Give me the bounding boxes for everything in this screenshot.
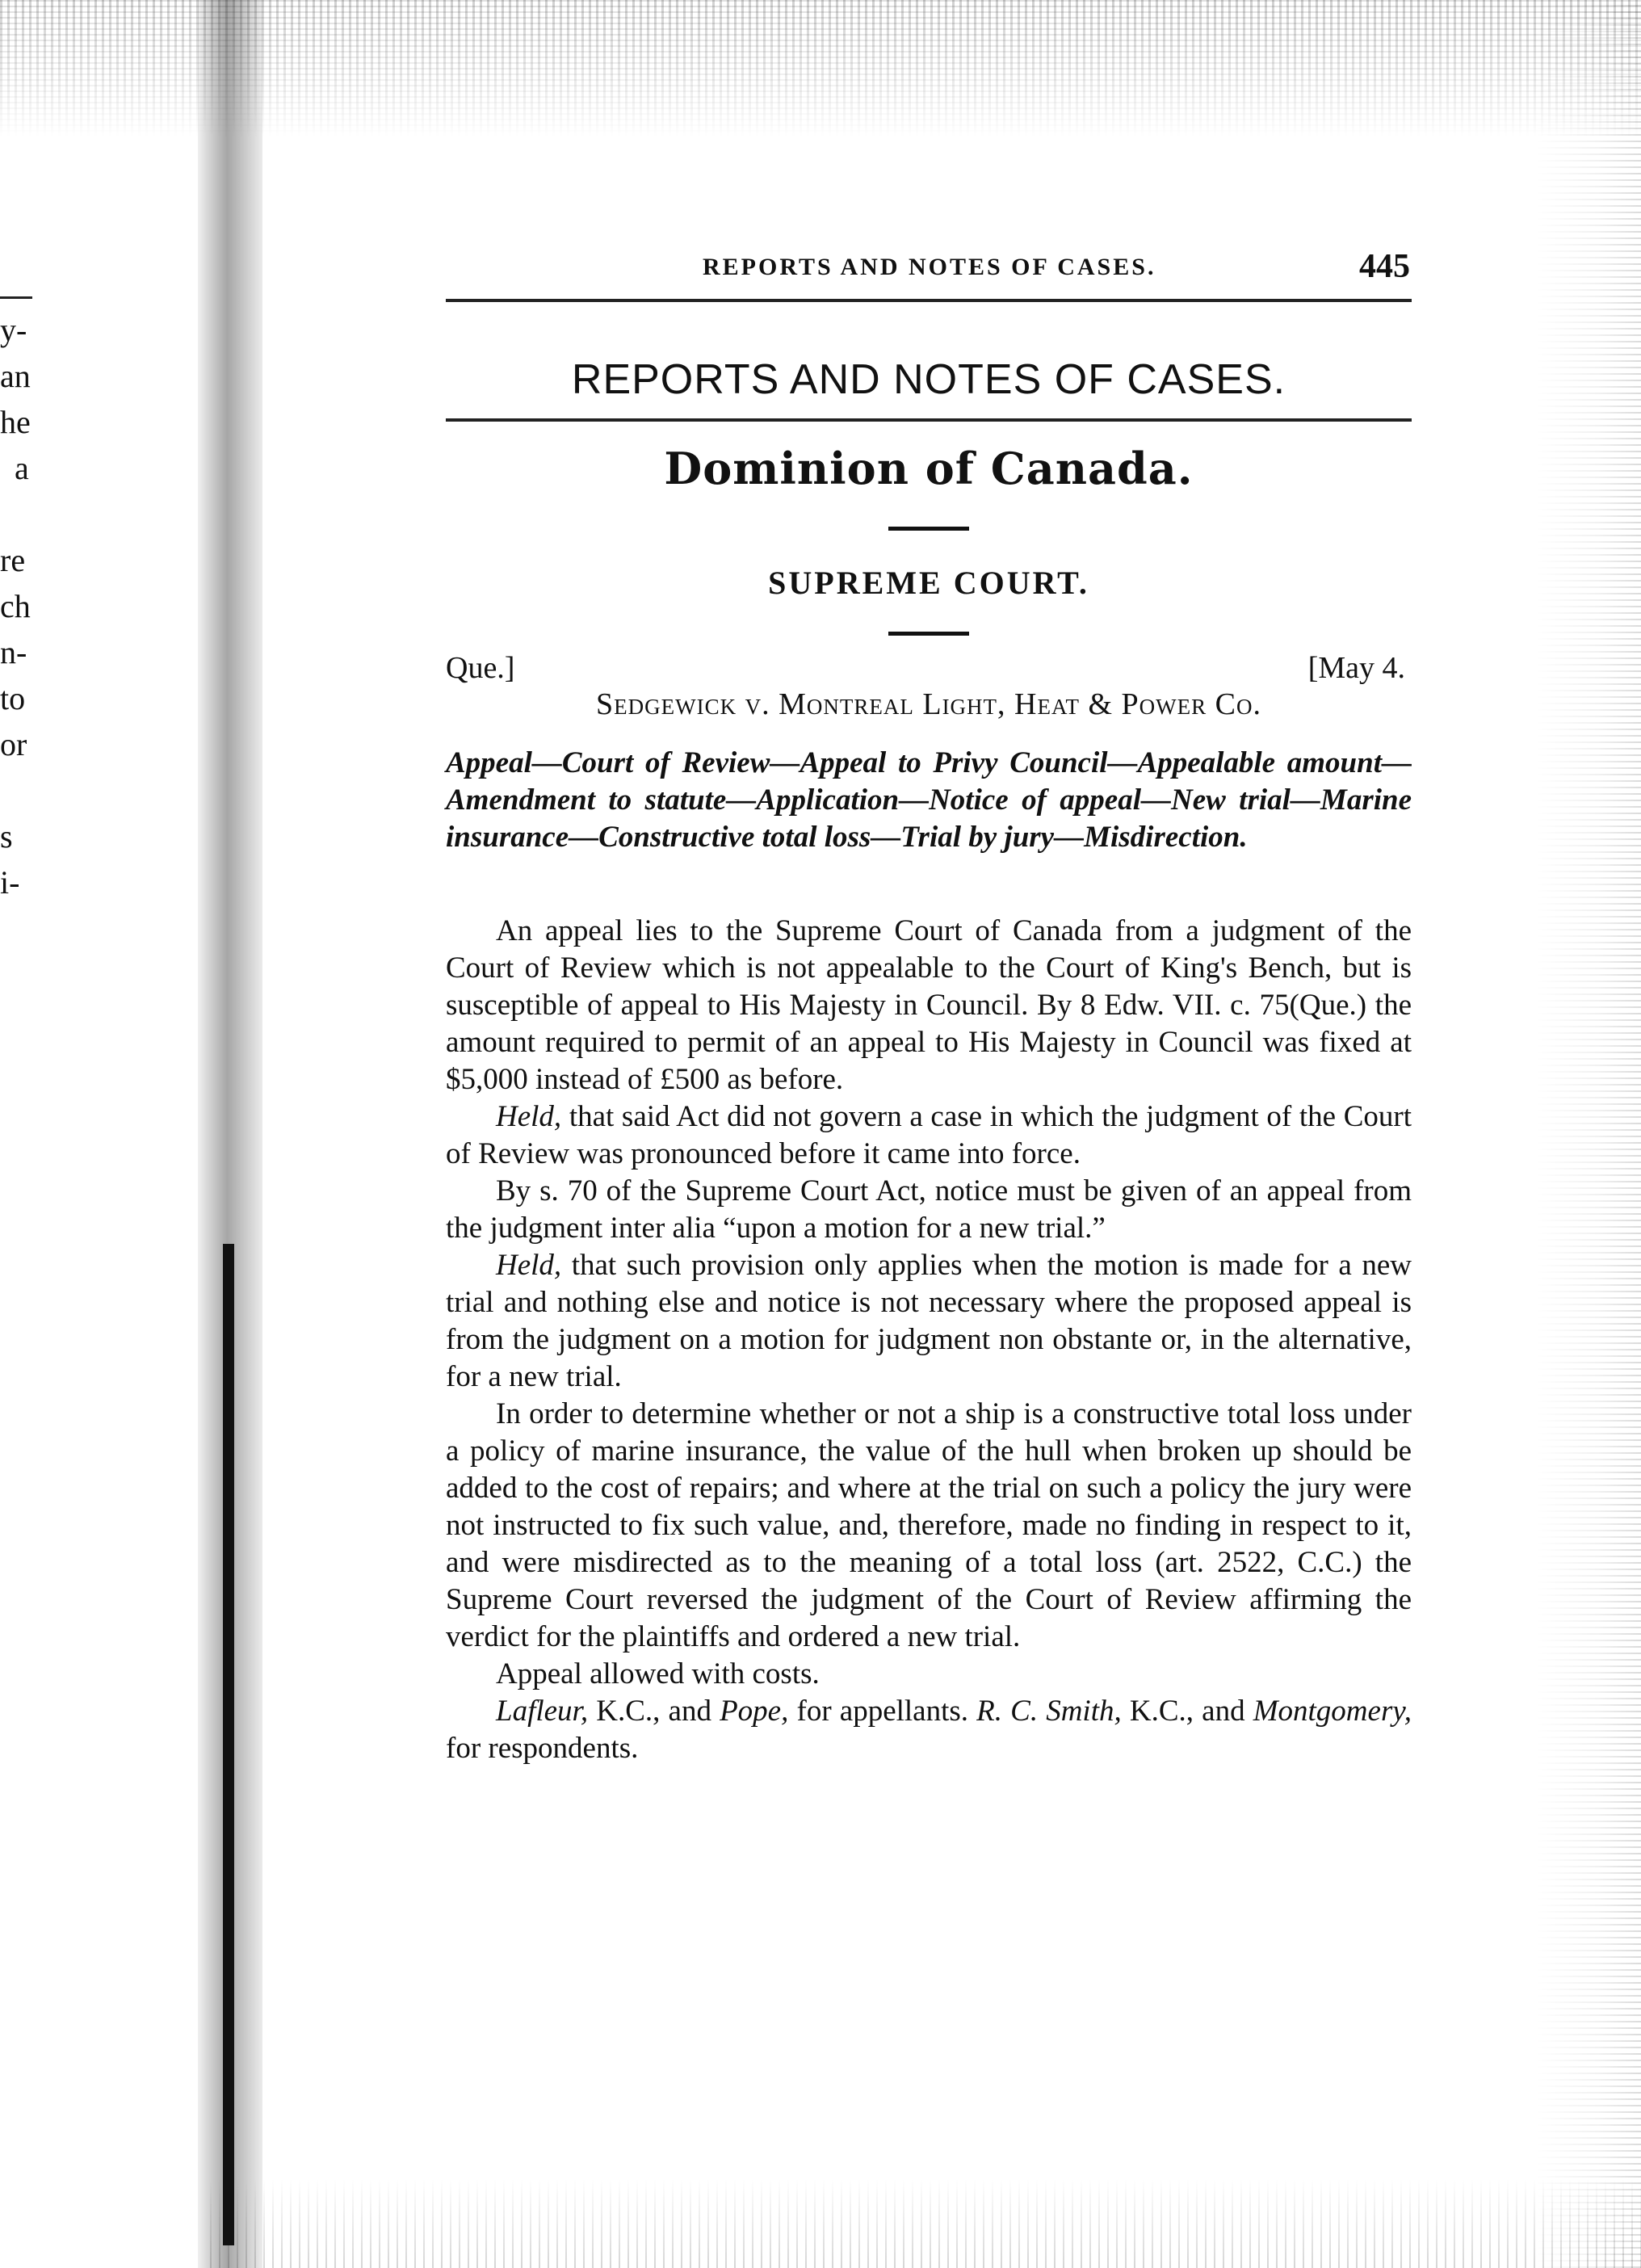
fragment: ch: [0, 588, 31, 624]
fragment: re: [0, 542, 26, 578]
paragraph: In order to determine whether or not a ship is a constructive total loss under a policy of marine insurance, the value of the hull when broken up should be added to the cost of repairs; and where at the trial on such a policy the jury were not instructed to fix such value, and, therefore, made no finding in respect to it, and were misdirected as to the meaning of a total loss (art. 2522, C.C.) the Supreme Court reversed the judgment of the Court of Review affirming the verdict for the plaintiffs and ordered a new trial.: [446, 1397, 1412, 1653]
fragment: a: [15, 450, 29, 486]
held-label: Held,: [496, 1100, 562, 1133]
short-rule: [888, 632, 969, 636]
fragment: y-: [0, 312, 27, 348]
headnote: Appeal—Court of Review—Appeal to Privy Council—Appealable amount—Amendment to statute—Application—Notice of appeal—New trial—Marine insurance—Constructive total loss—Trial by jury—Misdirection.: [446, 746, 1412, 854]
fragment: or: [0, 726, 27, 762]
case-meta: [446, 650, 1412, 691]
jurisdiction-heading: Dominion of Canada.: [664, 443, 1194, 494]
page-number: 445: [1359, 248, 1410, 285]
paragraph: [446, 1098, 1412, 1173]
counsel-text: for respondents.: [446, 1732, 639, 1765]
paragraph-text: that said Act did not govern a case in which the judgment of the Court of Review was pronounced before it came into force.: [446, 1100, 1412, 1170]
counsel-text: K.C., and: [588, 1695, 720, 1728]
short-rule: [888, 527, 969, 531]
previous-page-fragments: [0, 307, 48, 905]
counsel-name: Pope,: [720, 1695, 789, 1728]
case-province: Que.]: [446, 651, 515, 685]
fragment: [0, 491, 48, 537]
fragment: [0, 767, 48, 813]
counsel-text: K.C., and: [1121, 1695, 1253, 1728]
gutter-shadow: [223, 1244, 234, 2245]
counsel-text: for appellants.: [788, 1695, 977, 1728]
paragraph: An appeal lies to the Supreme Court of Canada from a judgment of the Court of Review which is not appealable to the Court of King's Bench, but is susceptible of appeal to His Majesty in Council. By 8 Edw. VII. c. 75(Que.) the amount required to permit of an appeal to His Majesty in Council was fixed at $5,000 instead of £500 as before.: [446, 914, 1412, 1096]
counsel-name: R. C. Smith,: [976, 1695, 1122, 1728]
case-title: Sedgewick v. Montreal Light, Heat & Power Co.: [595, 687, 1261, 721]
held-label: Held,: [496, 1249, 562, 1282]
fragment: i-: [0, 864, 20, 901]
disposition: Appeal allowed with costs.: [496, 1657, 820, 1690]
header-rule: [446, 299, 1412, 302]
running-head: [446, 248, 1412, 294]
case-body: [446, 913, 1412, 1767]
fragment: to: [0, 680, 26, 716]
fragment: n-: [0, 634, 27, 670]
paragraph-text: that such provision only applies when the motion is made for a new trial and nothing else and notice is not necessary where the proposed appeal is from the judgment on a motion for judgment non obstante or, in the alternative, for a new trial.: [446, 1249, 1412, 1393]
fragment: he: [0, 404, 31, 440]
section-title: REPORTS AND NOTES OF CASES.: [571, 356, 1286, 403]
paragraph: By s. 70 of the Supreme Court Act, notice must be given of an appeal from the judgment inter alia “upon a motion for a new trial.”: [446, 1174, 1412, 1245]
court-heading: SUPREME COURT.: [768, 565, 1089, 601]
section-rule: [446, 418, 1412, 422]
paragraph: [446, 1247, 1412, 1396]
counsel-name: Lafleur,: [496, 1695, 589, 1728]
counsel-line: [446, 1693, 1412, 1767]
fragment: an: [0, 358, 31, 394]
fragment: s: [0, 818, 13, 855]
previous-page-rule: [0, 296, 32, 299]
counsel-name: Montgomery,: [1253, 1695, 1412, 1728]
scan-right-edge: [1536, 0, 1641, 2268]
running-head-title: REPORTS AND NOTES OF CASES.: [703, 254, 1156, 280]
scan-bottom-edge: [210, 2179, 1641, 2268]
case-date: [May 4.: [1307, 651, 1405, 685]
